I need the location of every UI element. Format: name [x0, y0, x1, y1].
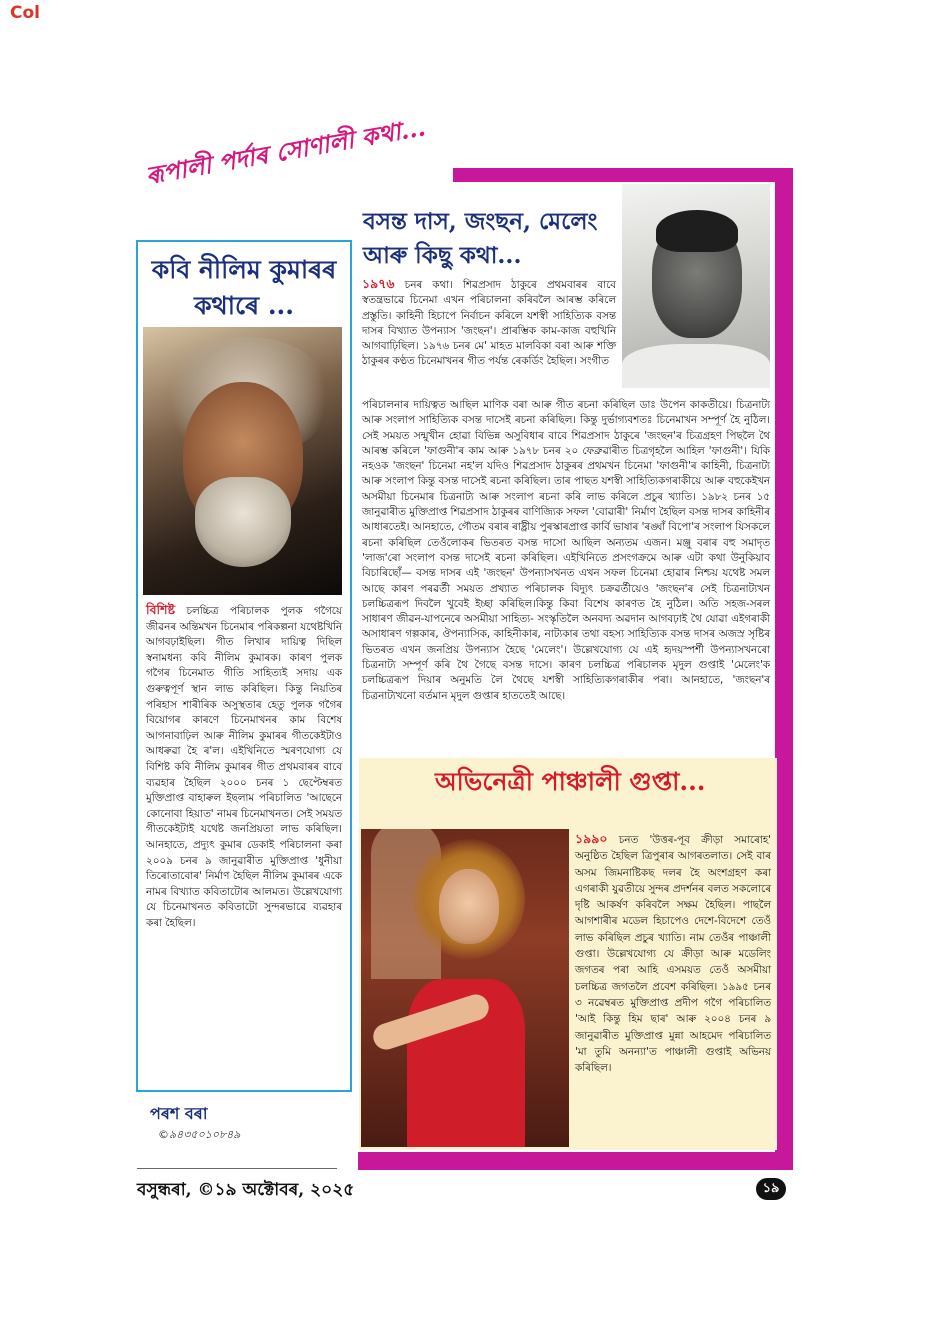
left-lead-word: বিশিষ্ট [146, 602, 175, 617]
issue-date: ©১৯ অক্টোবৰ, ২০২৫ [197, 1180, 355, 1200]
main-article-intro [362, 276, 616, 370]
corner-label: Col [10, 3, 40, 23]
page-number: ১৯ [756, 1178, 786, 1200]
writer-photo [622, 184, 770, 388]
photo-shirt-shape [622, 344, 770, 388]
bottom-article-title: অভিনেত্ৰী পাঞ্চালী গুপ্তা... [435, 767, 706, 796]
author-name: পৰশ বৰা [150, 1104, 208, 1123]
main-article-year: ১৯৭৬ [362, 276, 395, 291]
bottom-article-body [575, 831, 771, 1076]
main-article-intro-text: চনৰ কথা। শিৱপ্ৰসাদ ঠাকুৰে প্ৰথমবাৰৰ বাবে স্বতন্ত্ৰভাৱে চিনেমা এখন পৰিচালনা কৰিবলৈ আৰম্ভ কৰিলে প্ৰস্তুতি। কাহিনী হিচাপে নিৰ্বাচন কৰিলে যশস্বী সাহিত্যিক বসন্ত দাসৰ বিখ্যাত উপন্যাস 'জংছন'। প্ৰাৰম্ভিক কাম-কাজ বহুখিনি আগবাঢ়িছিল। ১৯৭৬ চনৰ মে' মাহত মালবিকা বৰা আৰু শক্তি ঠাকুৰৰ কণ্ঠত চিনেমাখনৰ গীত পৰ্যন্ত ৰেকৰ্ডিং হৈছিল। সংগীত [362, 279, 616, 368]
footer-line [137, 1177, 354, 1205]
poet-photo [143, 327, 342, 595]
left-body-text: চলচ্চিত্ৰ পৰিচালক পুলক গগৈয়ে জীৱনৰ অন্তিমখন চিনেমাৰ পৰিকল্পনা যথেষ্টখিনি আগবঢ়াইছিল। গীত লিখাৰ দায়িত্ব দিছিল স্বনামধন্য কবি নীলিম কুমাৰক। কাৰণ পুলক গগৈৰ চিনেমাত গীতি সাহিত্যই সদায় এক গুৰুত্বপূৰ্ণ স্থান লাভ কৰিছিল। কিন্তু নিয়তিৰ পৰিহাস শাৰীৰিক অসুস্থতাৰ হেতু পুলক গগৈৰ বিয়োগৰ কাৰণে চিনেমাখনৰ কাম বিশেষ আগনাবাঢ়িল আৰু নীলিম কুমাৰৰ গীতকেইটাও আধৰুৱা হৈ ৰ'ল। এইখিনিতে স্মৰণযোগ্য যে বিশিষ্ট কবি নীলিম কুমাৰৰ গীত প্ৰথমবাৰৰ বাবে ব্যৱহাৰ হৈছিল ২০০০ চনৰ ১ ছেপ্টেম্বৰত মুক্তিপ্ৰাপ্ত বাহাৰুল ইছলাম পৰিচালিত 'আছেনে কোনোবা হিয়াত' নামৰ চিনেমাখনত। সেই সময়ত গীতকেইটাই যথেষ্ট জনপ্ৰিয়তা লাভ কৰিছিল। আনহাতে, প্ৰদ্যুৎ কুমাৰ ডেকাই পৰিচালনা কৰা ২০০৯ চনৰ ৯ জানুৱাৰীত মুক্তিপ্ৰাপ্ত 'ধুনীয়া তিৰোতাবোৰ' নিৰ্মাণ হৈছিল নীলিম কুমাৰৰ একে নামৰ বিখ্যাত কবিতাটোৰ আলমত। উল্লেখযোগ্য যে চিনেমাখনত কবিতাটো সুন্দৰভাৱে ব্যৱহাৰ কৰা হৈছিল। [146, 605, 342, 929]
bottom-article-year: ১৯৯০ [575, 831, 608, 846]
author-phone: ©৯৪৩৫০১০৮৪৯ [158, 1128, 241, 1141]
footer-rule [137, 1168, 337, 1169]
photo-face-shape [439, 869, 499, 944]
left-article-body [146, 602, 342, 931]
photo-beard-shape [195, 477, 291, 567]
photo-hair-shape [656, 210, 738, 252]
frame-top-bar [453, 168, 793, 182]
main-article-title: বসন্ত দাস, জংছন, মেলেং আৰু কিছু কথা... [363, 208, 598, 269]
bottom-article-text: চনত 'উত্তৰ-পূব ক্ৰীড়া সমাৰোহ' অনুষ্ঠিত হৈছিল ত্ৰিপুৰাৰ আগৰতলাত। সেই বাৰ অসম জিমনাষ্টিকছ দলৰ হৈ অংশগ্ৰহণ কৰা এগৰাকী যুৱতীয়ে সুন্দৰ প্ৰদৰ্শনৰ বলত সকলোৰে দৃষ্টি আকৰ্ষণ কৰিবলৈ সক্ষম হৈছিল। পাছলৈ আগশাৰীৰ মডেল হিচাপেও দেশে-বিদেশে তেওঁ লাভ কৰিছিল প্ৰচুৰ খ্যাতি। নাম তেওঁৰ পাঞ্চালী গুপ্তা। উল্লেখযোগ্য যে ক্ৰীড়া আৰু মডেলিং জগতৰ পৰা আহি এসময়ত তেওঁ অসমীয়া চলচ্চিত্ৰ জগতলৈ প্ৰবেশ কৰিছিল। ১৯৯৫ চনৰ ৩ নৱেম্বৰত মুক্তিপ্ৰাপ্ত প্ৰদীপ গগৈ পৰিচালিত 'আই কিন্তু হিম ছাৰ' আৰু ২০০৪ চনৰ ৯ জানুৱাৰীত মুক্তিপ্ৰাপ্ত মুন্না আহমেদ পৰিচালিত 'মা তুমি অনন্যা'ত পাঞ্চালী গুপ্তাই অভিনয় কৰিছিল। [575, 834, 771, 1075]
magazine-name: বসুন্ধৰা, [137, 1180, 198, 1200]
frame-right-bar [775, 168, 793, 1170]
frame-bottom-bar [358, 1152, 793, 1170]
section-heading: ৰূপালী পৰ্দাৰ সোণালী কথা... [143, 112, 428, 191]
left-article-title: কবি নীলিম কুমাৰৰ কথাৰে ... [151, 255, 337, 320]
actress-photo [361, 829, 569, 1147]
main-article-body: পৰিচালনাৰ দায়িত্বত আছিল মাণিক বৰা আৰু গীত ৰচনা কৰিছিল ডাঃ উপেন কাকতীয়ে। চিত্ৰনাট্য আৰু সংলাপ সাহিত্যিক বসন্ত দাসেই ৰচনা কৰিছিল। কিন্তু দুৰ্ভাগ্যবশতঃ চিনেমাখন সম্পূৰ্ণ হৈ নুঠিল। সেই সময়ত সন্মুখীন হোৱা বিভিন্ন অসুবিধাৰ বাবে শিৱপ্ৰসাদ ঠাকুৰে 'জংছন'ৰ চিত্ৰগ্ৰহণ পিছলৈ থৈ আৰম্ভ কৰিলে 'ফাগুনী'ৰ কাম আৰু ১৯৭৮ চনৰ ২০ ফেব্ৰুৱাৰীত চিত্ৰগৃহলৈ আহিল 'ফাগুনী'। যিকি নহওক 'জংছন' চিনেমা নহ'ল যদিও শিৱপ্ৰসাদ ঠাকুৰৰ প্ৰথমখন চিনেমা 'ফাগুনী'ৰ কাহিনী, চিত্ৰনাট্য আৰু সংলাপ কিন্তু বসন্ত দাসেই ৰচনা কৰিছিল। তাৰ পাছত যশস্বী সাহিত্যিকগৰাকীয়ে আৰু বহুকেইখন অসমীয়া চিনেমাৰ চিত্ৰনাট্য আৰু সংলাপ ৰচনা কৰি লাভ কৰিলে প্ৰচুৰ খ্যাতি। ১৯৮২ চনৰ ১৫ জানুৱাৰীত মুক্তিপ্ৰাপ্ত শিৱপ্ৰসাদ ঠাকুৰৰ বাণিজ্যিক সফল 'বোৱাৰী' নিৰ্মাণ হৈছিল বসন্ত দাসৰ কাহিনীৰ আধাৰতেই। আনহাতে, গৌতম বৰাৰ ৰাষ্ট্ৰীয় পুৰস্কাৰপ্ৰাপ্ত কাৰ্বি ভাষাৰ 'ৰঙ্ঘাঁ বিপো'ৰ সংলাপ যিসকলে ৰচনা কৰিছিল তেওঁলোকৰ ভিতৰত বসন্ত দাসো আছিল অন্যতম এজন। মঞ্জু বৰাৰ বহু সমাদৃত 'লাজ'ৰো সংলাপ বসন্ত দাসেই ৰচনা কৰিছিল। এইখিনিতে প্ৰসংগক্ৰমে আৰু এটা কথা উনুকিয়াব বিচাৰিছোঁ— বসন্ত দাসৰ এই 'জংছন' উপন্যাসখনত এখন সফল চিনেমা হোৱাৰ নিশ্চয় যথেষ্ট সমল আছে কাৰণ পৰৱৰ্তী সময়ত প্ৰখ্যাত পৰিচালক বিদ্যুৎ চক্ৰৱৰ্তীয়েও 'জংছন'ৰ সেই চিত্ৰনাট্যখন চলচ্চিত্ৰৰূপ দিবলৈ খুবেই ইচ্ছা কৰিছিল।কিন্তু কিবা বিশেষ কাৰণত হৈ নুঠিল। অতি সহজ-সৰল সাধাৰণ জীৱন-যাপনেৰে অসমীয়া সাহিত্য- সংস্কৃতিলৈ অনবদ্য অৱদান আগবঢ়াই থৈ যোৱা এইগৰাকী অসাধাৰণ গল্পকাৰ, ঔপন্যাসিক, কাহিনীকাৰ, নাট্যকাৰ তথা বহস্য সাহিত্যিক বসন্ত দাসৰ অজস্ৰ সৃষ্টিৰ ভিতৰত এখন জনপ্ৰিয় উপন্যাস হৈছে 'মেলেং'। উল্লেখযোগ্য যে এই হৃদয়স্পৰ্শী উপন্যাসখনৰো চিত্ৰনাট্য সম্পূৰ্ণ কৰি থৈ গৈছে বসন্ত দাসে। কাৰণ চলচ্চিত্ৰ পৰিচালক মৃদুল গুপ্তাই 'মেলেং'ক চলচ্চিত্ৰৰূপ দিয়াৰ অনুমতি লৈ থৈছে যশস্বী সাহিত্যিকগৰাকীৰ পৰা। আনহাতে, 'জংছন'ৰ চিত্ৰনাট্যখনো বৰ্তমান মৃদুল গুপ্তাৰ হাততেই আছে। [362, 399, 770, 702]
